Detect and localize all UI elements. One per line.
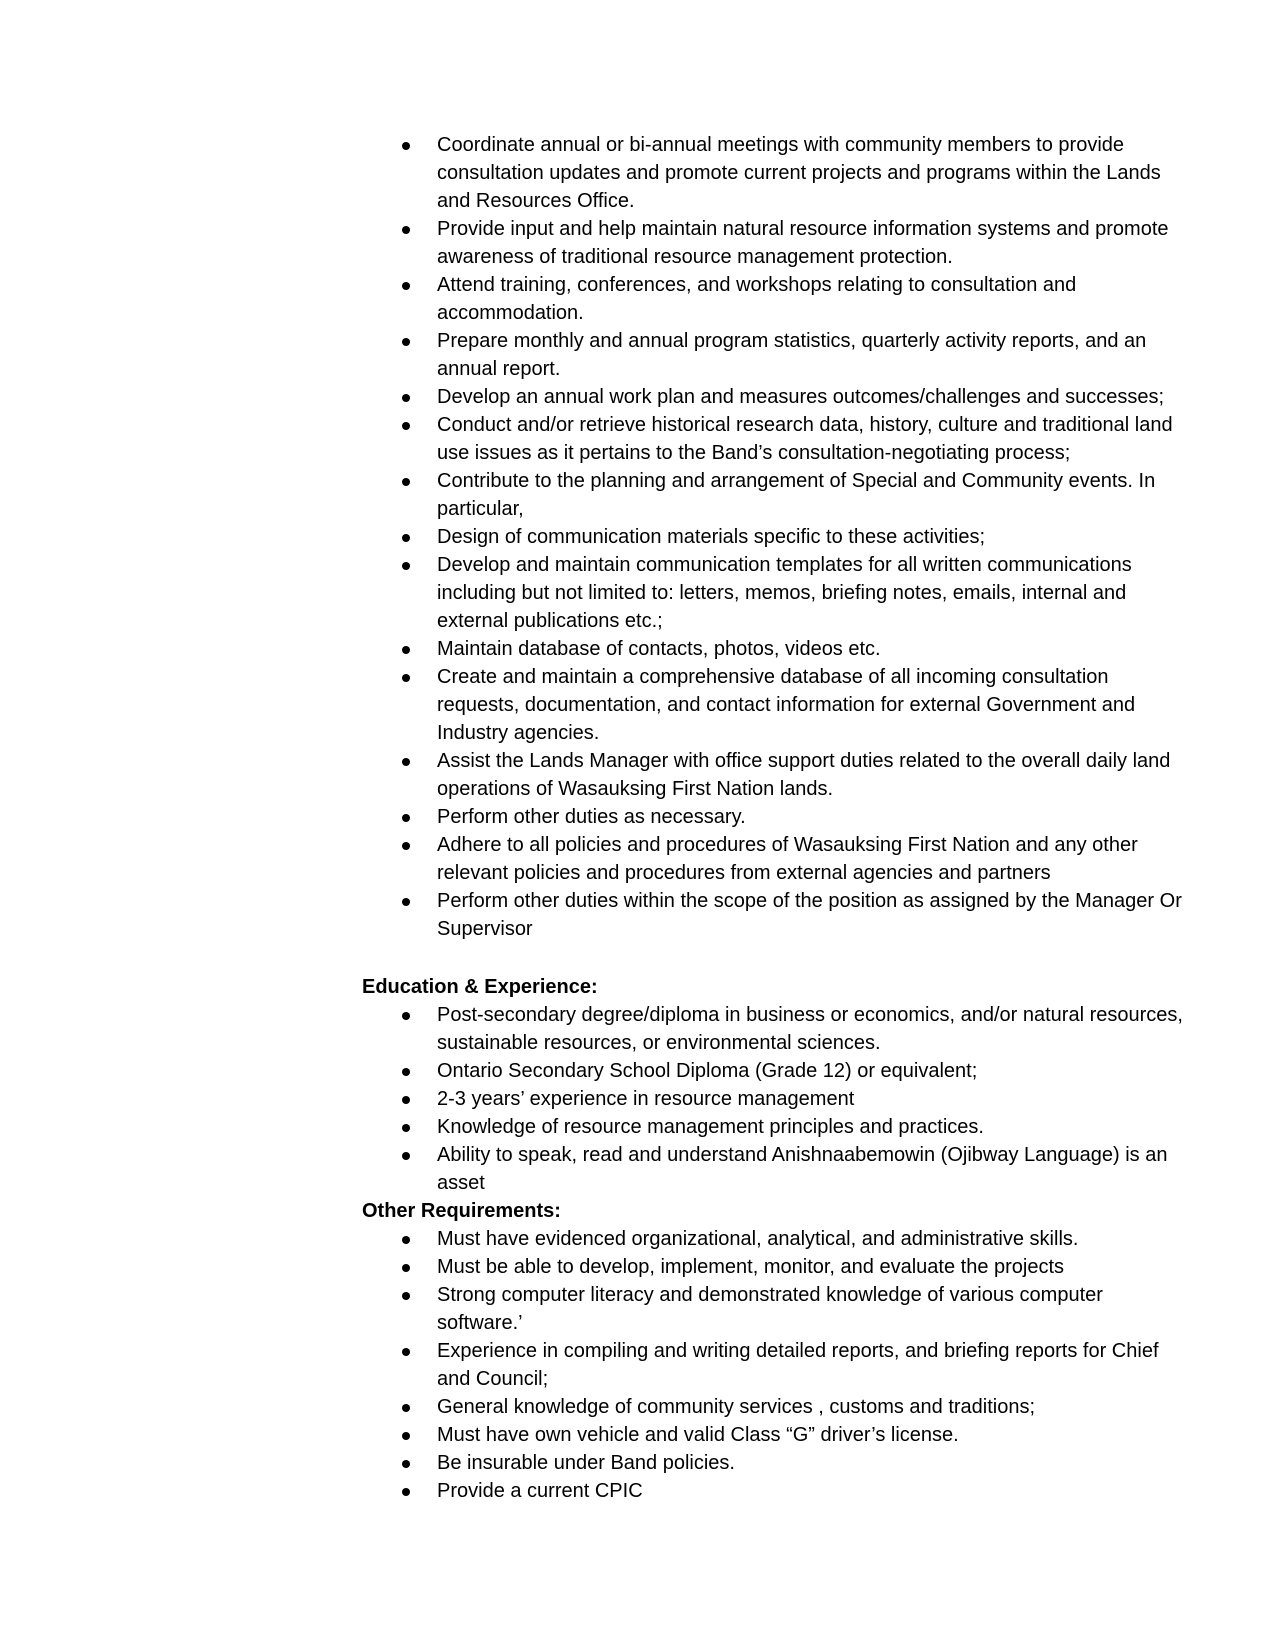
list-item-text: Experience in compiling and writing detailed reports, and briefing reports for Chief and Council; [437,1340,1159,1390]
education-list [362,1001,1192,1197]
list-item [362,803,1192,831]
bullet-icon [402,478,410,486]
list-item [362,1141,1192,1197]
list-item-text: Develop an annual work plan and measures outcomes/challenges and successes; [437,386,1165,408]
list-item-text: Strong computer literacy and demonstrated knowledge of various computer software.’ [437,1284,1103,1334]
list-item-text: Design of communication materials specific to these activities; [437,526,986,548]
list-item-text: Contribute to the planning and arrangement of Special and Community events. In particular, [437,470,1156,520]
education-heading: Education & Experience: [362,976,598,998]
duties-list [362,131,1192,943]
bullet-icon [402,1012,410,1020]
list-item [362,1253,1192,1281]
list-item [362,747,1192,803]
list-item-text: Post-secondary degree/diploma in business or economics, and/or natural resources, sustainable resources, or environmental sciences. [437,1004,1183,1054]
list-item-text: Develop and maintain communication templates for all written communications including but not limited to: letters, memos, briefing notes, emails, internal and external publications etc.; [437,554,1132,632]
list-item [362,523,1192,551]
list-item-text: Perform other duties as necessary. [437,806,746,828]
list-item-text: Create and maintain a comprehensive database of all incoming consultation requests, documentation, and contact information for external Government and Industry agencies. [437,666,1136,744]
list-item-text: General knowledge of community services , customs and traditions; [437,1396,1036,1418]
bullet-icon [402,1488,410,1496]
list-item-text: Assist the Lands Manager with office support duties related to the overall daily land operations of Wasauksing First Nation lands. [437,750,1171,800]
bullet-icon [402,534,410,542]
list-item-text: Maintain database of contacts, photos, videos etc. [437,638,881,660]
list-item-text: Adhere to all policies and procedures of Wasauksing First Nation and any other relevant policies and procedures from external agencies and partners [437,834,1138,884]
bullet-icon [402,898,410,906]
list-item [362,215,1192,271]
list-item-text: Prepare monthly and annual program statistics, quarterly activity reports, and an annual report. [437,330,1147,380]
bullet-icon [402,842,410,850]
bullet-icon [402,674,410,682]
list-item-text: Ontario Secondary School Diploma (Grade 12) or equivalent; [437,1060,978,1082]
bullet-icon [402,1264,410,1272]
list-item [362,831,1192,887]
list-item-text: Attend training, conferences, and workshops relating to consultation and accommodation. [437,274,1077,324]
list-item-text: Ability to speak, read and understand Anishnaabemowin (Ojibway Language) is an asset [437,1144,1168,1194]
list-item-text: Must have own vehicle and valid Class “G” driver’s license. [437,1424,959,1446]
bullet-icon [402,562,410,570]
bullet-icon [402,646,410,654]
list-item [362,1225,1192,1253]
bullet-icon [402,394,410,402]
bullet-icon [402,422,410,430]
list-item-text: Knowledge of resource management principles and practices. [437,1116,984,1138]
bullet-icon [402,1236,410,1244]
bullet-icon [402,142,410,150]
bullet-icon [402,1404,410,1412]
list-item-text: Coordinate annual or bi-annual meetings with community members to provide consultation updates and promote current projects and programs within the Lands and Resources Office. [437,134,1161,212]
bullet-icon [402,338,410,346]
list-item [362,1393,1192,1421]
bullet-icon [402,758,410,766]
bullet-icon [402,1068,410,1076]
list-item [362,383,1192,411]
list-item [362,1057,1192,1085]
bullet-icon [402,1348,410,1356]
list-item [362,1281,1192,1337]
list-item-text: Perform other duties within the scope of the position as assigned by the Manager Or Supervisor [437,890,1182,940]
list-item [362,1085,1192,1113]
list-item [362,327,1192,383]
list-item-text: 2-3 years’ experience in resource management [437,1088,855,1110]
bullet-icon [402,1096,410,1104]
list-item [362,635,1192,663]
list-item-text: Provide a current CPIC [437,1480,643,1502]
document-content [362,131,1192,1505]
list-item [362,1113,1192,1141]
list-item [362,1477,1192,1505]
bullet-icon [402,1460,410,1468]
bullet-icon [402,1432,410,1440]
list-item [362,663,1192,747]
bullet-icon [402,1292,410,1300]
bullet-icon [402,282,410,290]
list-item-text: Provide input and help maintain natural resource information systems and promote awareness of traditional resource management protection. [437,218,1169,268]
bullet-icon [402,226,410,234]
other-requirements-list [362,1225,1192,1505]
list-item-text: Must be able to develop, implement, monitor, and evaluate the projects [437,1256,1065,1278]
bullet-icon [402,1124,410,1132]
list-item-text: Must have evidenced organizational, analytical, and administrative skills. [437,1228,1079,1250]
list-item [362,131,1192,215]
list-item [362,1421,1192,1449]
list-item [362,467,1192,523]
list-item [362,271,1192,327]
list-item [362,411,1192,467]
list-item [362,1337,1192,1393]
bullet-icon [402,1152,410,1160]
list-item [362,887,1192,943]
list-item-text: Conduct and/or retrieve historical research data, history, culture and traditional land use issues as it pertains to the Band’s consultation-negotiating process; [437,414,1173,464]
list-item-text: Be insurable under Band policies. [437,1452,735,1474]
list-item [362,1001,1192,1057]
list-item [362,1449,1192,1477]
other-requirements-heading: Other Requirements: [362,1200,561,1222]
bullet-icon [402,814,410,822]
list-item [362,551,1192,635]
